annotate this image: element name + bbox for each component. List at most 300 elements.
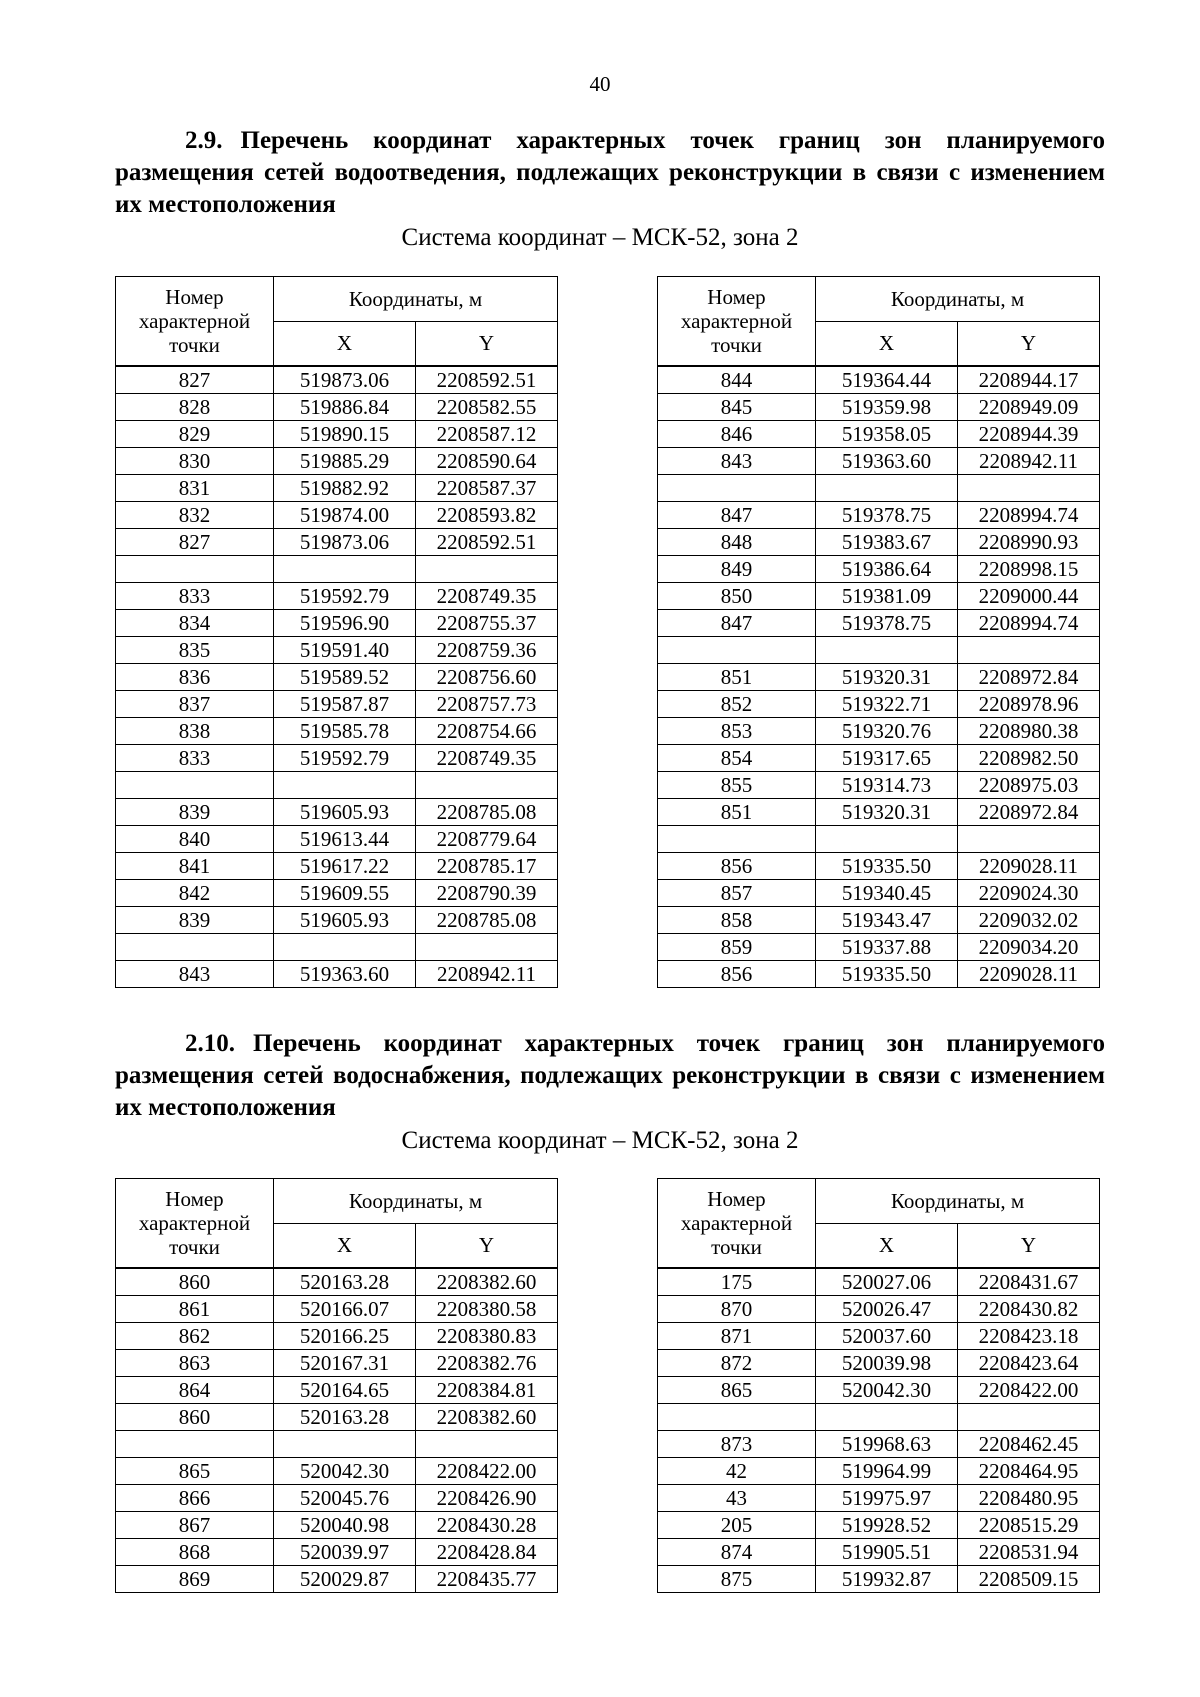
coordinate-system: Система координат – МСК-52, зона 2 [401, 1127, 799, 1154]
table-row [658, 663, 1100, 690]
x-coordinate-cell: 520029.87 [274, 1565, 416, 1592]
table-row [658, 960, 1100, 987]
table-row [658, 528, 1100, 555]
point-number-cell: 833 [116, 582, 274, 609]
y-coordinate-cell: 2208980.38 [958, 717, 1100, 744]
table-row [658, 1511, 1100, 1538]
point-number-cell: 839 [116, 798, 274, 825]
table-row [116, 1376, 558, 1403]
y-coordinate-cell: 2208422.00 [958, 1376, 1100, 1403]
point-number-cell: 874 [658, 1538, 816, 1565]
x-coordinate-cell: 520163.28 [274, 1403, 416, 1430]
point-number-cell: 851 [658, 798, 816, 825]
y-coordinate-cell: 2208593.82 [416, 501, 558, 528]
x-coordinate-cell: 519378.75 [816, 501, 958, 528]
x-coordinate-cell: 519596.90 [274, 609, 416, 636]
x-coordinate-cell [274, 771, 416, 798]
y-coordinate-cell: 2208592.51 [416, 528, 558, 555]
table-row [116, 933, 558, 960]
section-number: 2.9. [185, 127, 223, 154]
y-coordinate-cell: 2208464.95 [958, 1457, 1100, 1484]
point-number-cell: 852 [658, 690, 816, 717]
table-row [116, 1457, 558, 1484]
point-number-cell: 866 [116, 1484, 274, 1511]
x-coordinate-cell: 519320.31 [816, 798, 958, 825]
coordinates-header: Координаты, м [274, 1179, 558, 1224]
table-row [116, 420, 558, 447]
x-coordinate-cell: 520026.47 [816, 1295, 958, 1322]
x-coordinate-cell: 519381.09 [816, 582, 958, 609]
x-coordinate-cell: 519605.93 [274, 798, 416, 825]
table-row [658, 879, 1100, 906]
point-number-cell: 835 [116, 636, 274, 663]
point-number-cell: 846 [658, 420, 816, 447]
table-row [658, 1457, 1100, 1484]
point-number-cell: 865 [116, 1457, 274, 1484]
point-number-cell: 859 [658, 933, 816, 960]
y-coordinate-cell [958, 825, 1100, 852]
table-row [116, 1349, 558, 1376]
x-coordinate-cell: 519314.73 [816, 771, 958, 798]
point-number-header: Номер характерной точки [658, 277, 816, 366]
point-number-cell: 847 [658, 609, 816, 636]
y-coordinate-cell: 2208754.66 [416, 717, 558, 744]
coordinates-header: Координаты, м [274, 277, 558, 322]
point-number-cell: 42 [658, 1457, 816, 1484]
point-number-cell: 840 [116, 825, 274, 852]
x-coordinate-cell: 519964.99 [816, 1457, 958, 1484]
point-number-cell: 833 [116, 744, 274, 771]
point-number-cell: 854 [658, 744, 816, 771]
y-coordinate-cell: 2208756.60 [416, 663, 558, 690]
x-coordinate-cell: 519873.06 [274, 366, 416, 394]
x-coordinate-cell [816, 1403, 958, 1430]
x-coordinate-cell: 519335.50 [816, 960, 958, 987]
y-coordinate-cell: 2208587.12 [416, 420, 558, 447]
table-row [658, 744, 1100, 771]
point-number-cell: 873 [658, 1430, 816, 1457]
x-coordinate-cell: 519591.40 [274, 636, 416, 663]
point-number-cell: 843 [658, 447, 816, 474]
point-number-cell: 851 [658, 663, 816, 690]
table-row [116, 609, 558, 636]
x-coordinate-cell: 519320.76 [816, 717, 958, 744]
y-coordinate-cell: 2208480.95 [958, 1484, 1100, 1511]
table-row [658, 420, 1100, 447]
table-row [658, 690, 1100, 717]
table-row [658, 1430, 1100, 1457]
x-coordinate-cell: 520027.06 [816, 1268, 958, 1296]
table-row [116, 798, 558, 825]
y-coordinate-cell: 2208380.83 [416, 1322, 558, 1349]
point-number-cell: 867 [116, 1511, 274, 1538]
table-row [658, 609, 1100, 636]
y-coordinate-cell: 2208759.36 [416, 636, 558, 663]
y-coordinate-cell: 2208423.64 [958, 1349, 1100, 1376]
table-row [658, 771, 1100, 798]
table-row [658, 474, 1100, 501]
table-row [658, 717, 1100, 744]
point-number-cell: 839 [116, 906, 274, 933]
point-number-cell: 842 [116, 879, 274, 906]
x-coordinate-cell: 519358.05 [816, 420, 958, 447]
point-number-cell: 850 [658, 582, 816, 609]
x-coordinate-cell [274, 555, 416, 582]
table-row [116, 1322, 558, 1349]
table-row [658, 1295, 1100, 1322]
y-coordinate-cell: 2208944.17 [958, 366, 1100, 394]
section-title-text: Перечень координат характерных точек границ зон планируемого размещения сетей водоотведения, подлежащих реконструкции в связи с изменением их местоположения [115, 127, 1105, 218]
x-coordinate-cell: 519340.45 [816, 879, 958, 906]
table-row [116, 1565, 558, 1592]
table-row [116, 717, 558, 744]
x-coordinate-cell: 519605.93 [274, 906, 416, 933]
y-coordinate-cell: 2208435.77 [416, 1565, 558, 1592]
point-number-cell: 849 [658, 555, 816, 582]
y-header: Y [958, 322, 1100, 366]
point-number-cell: 832 [116, 501, 274, 528]
table-row [658, 1376, 1100, 1403]
x-coordinate-cell: 519592.79 [274, 744, 416, 771]
y-coordinate-cell: 2208430.82 [958, 1295, 1100, 1322]
point-number-cell: 868 [116, 1538, 274, 1565]
x-coordinate-cell: 519335.50 [816, 852, 958, 879]
y-coordinate-cell: 2208582.55 [416, 393, 558, 420]
y-coordinate-cell: 2208590.64 [416, 447, 558, 474]
x-coordinate-cell: 519363.60 [274, 960, 416, 987]
y-coordinate-cell: 2208785.17 [416, 852, 558, 879]
x-coordinate-cell: 520163.28 [274, 1268, 416, 1296]
x-header: X [816, 322, 958, 366]
table-row [658, 1538, 1100, 1565]
y-coordinate-cell: 2208430.28 [416, 1511, 558, 1538]
x-coordinate-cell: 520040.98 [274, 1511, 416, 1538]
x-coordinate-cell: 519364.44 [816, 366, 958, 394]
y-header: Y [416, 1224, 558, 1268]
table-row [116, 474, 558, 501]
table-row [116, 960, 558, 987]
point-number-cell [658, 825, 816, 852]
x-header: X [816, 1224, 958, 1268]
table-row [116, 744, 558, 771]
point-number-header: Номер характерной точки [116, 1179, 274, 1268]
y-coordinate-cell: 2208978.96 [958, 690, 1100, 717]
x-coordinate-cell: 519874.00 [274, 501, 416, 528]
table-row [658, 1484, 1100, 1511]
point-number-cell: 853 [658, 717, 816, 744]
y-coordinate-cell: 2208757.73 [416, 690, 558, 717]
y-coordinate-cell: 2208426.90 [416, 1484, 558, 1511]
section-number: 2.10. [185, 1030, 235, 1057]
point-number-cell: 872 [658, 1349, 816, 1376]
y-coordinate-cell [416, 1430, 558, 1457]
y-coordinate-cell: 2209000.44 [958, 582, 1100, 609]
x-coordinate-cell [816, 636, 958, 663]
y-coordinate-cell [416, 771, 558, 798]
x-coordinate-cell: 519359.98 [816, 393, 958, 420]
page-number: 40 [589, 72, 611, 96]
table-row [116, 1484, 558, 1511]
point-number-cell: 864 [116, 1376, 274, 1403]
table-row [116, 1430, 558, 1457]
point-number-cell: 844 [658, 366, 816, 394]
x-coordinate-cell: 519968.63 [816, 1430, 958, 1457]
point-number-cell: 863 [116, 1349, 274, 1376]
section-title-text: Перечень координат характерных точек границ зон планируемого размещения сетей водоснабжения, подлежащих реконструкции в связи с изменением их местоположения [115, 1030, 1105, 1121]
point-number-cell: 856 [658, 852, 816, 879]
x-coordinate-cell: 520045.76 [274, 1484, 416, 1511]
x-coordinate-cell: 520164.65 [274, 1376, 416, 1403]
coordinates-header: Координаты, м [816, 277, 1100, 322]
point-number-cell: 857 [658, 879, 816, 906]
table-row [658, 582, 1100, 609]
y-coordinate-cell: 2209028.11 [958, 852, 1100, 879]
y-coordinate-cell: 2208531.94 [958, 1538, 1100, 1565]
table-row [116, 1295, 558, 1322]
y-coordinate-cell: 2208785.08 [416, 798, 558, 825]
table-row [658, 1349, 1100, 1376]
x-coordinate-cell: 520042.30 [816, 1376, 958, 1403]
table-row [658, 1268, 1100, 1296]
x-header: X [274, 1224, 416, 1268]
table-row [116, 771, 558, 798]
point-number-header: Номер характерной точки [658, 1179, 816, 1268]
y-coordinate-cell: 2208790.39 [416, 879, 558, 906]
y-coordinate-cell: 2208942.11 [416, 960, 558, 987]
table-row [658, 366, 1100, 394]
x-coordinate-cell: 519617.22 [274, 852, 416, 879]
point-number-cell: 848 [658, 528, 816, 555]
y-coordinate-cell: 2208972.84 [958, 798, 1100, 825]
x-coordinate-cell: 520039.97 [274, 1538, 416, 1565]
point-number-cell: 856 [658, 960, 816, 987]
y-coordinate-cell: 2208749.35 [416, 744, 558, 771]
point-number-cell: 205 [658, 1511, 816, 1538]
point-number-cell [116, 933, 274, 960]
x-coordinate-cell: 519885.29 [274, 447, 416, 474]
x-coordinate-cell: 519322.71 [816, 690, 958, 717]
table-row [658, 447, 1100, 474]
point-number-cell: 831 [116, 474, 274, 501]
table-row [116, 906, 558, 933]
point-number-cell: 828 [116, 393, 274, 420]
y-coordinate-cell: 2208509.15 [958, 1565, 1100, 1592]
point-number-cell: 838 [116, 717, 274, 744]
table-row [116, 528, 558, 555]
y-coordinate-cell: 2209028.11 [958, 960, 1100, 987]
coordinate-system: Система координат – МСК-52, зона 2 [401, 224, 799, 251]
x-coordinate-cell: 519317.65 [816, 744, 958, 771]
y-coordinate-cell: 2208972.84 [958, 663, 1100, 690]
y-coordinate-cell [416, 933, 558, 960]
point-number-cell [116, 555, 274, 582]
y-coordinate-cell: 2208998.15 [958, 555, 1100, 582]
table-row [658, 798, 1100, 825]
point-number-cell: 855 [658, 771, 816, 798]
table-row [116, 825, 558, 852]
x-coordinate-cell: 519589.52 [274, 663, 416, 690]
table-row [658, 1322, 1100, 1349]
y-coordinate-cell: 2208785.08 [416, 906, 558, 933]
y-coordinate-cell [416, 555, 558, 582]
table-row [658, 933, 1100, 960]
table-row [116, 879, 558, 906]
point-number-cell: 841 [116, 852, 274, 879]
x-coordinate-cell: 519587.87 [274, 690, 416, 717]
point-number-cell: 175 [658, 1268, 816, 1296]
table-row [658, 636, 1100, 663]
table-row [658, 825, 1100, 852]
table-row [658, 906, 1100, 933]
y-coordinate-cell: 2208422.00 [416, 1457, 558, 1484]
table-row [116, 366, 558, 394]
x-coordinate-cell: 519932.87 [816, 1565, 958, 1592]
point-number-cell [116, 1430, 274, 1457]
coordinates-table [657, 1178, 1100, 1593]
point-number-cell: 861 [116, 1295, 274, 1322]
y-coordinate-cell: 2208755.37 [416, 609, 558, 636]
point-number-cell: 860 [116, 1268, 274, 1296]
x-coordinate-cell: 520037.60 [816, 1322, 958, 1349]
x-coordinate-cell: 519928.52 [816, 1511, 958, 1538]
y-coordinate-cell: 2208380.58 [416, 1295, 558, 1322]
table-row [658, 555, 1100, 582]
x-coordinate-cell: 519592.79 [274, 582, 416, 609]
table-row [116, 447, 558, 474]
y-coordinate-cell: 2208462.45 [958, 1430, 1100, 1457]
y-coordinate-cell [958, 636, 1100, 663]
y-coordinate-cell [958, 474, 1100, 501]
point-number-cell: 865 [658, 1376, 816, 1403]
point-number-cell: 870 [658, 1295, 816, 1322]
y-coordinate-cell: 2208975.03 [958, 771, 1100, 798]
section-title [115, 1028, 1105, 1124]
table-row [116, 636, 558, 663]
section-title [115, 125, 1105, 221]
x-coordinate-cell: 520166.25 [274, 1322, 416, 1349]
point-number-cell: 43 [658, 1484, 816, 1511]
x-coordinate-cell: 519383.67 [816, 528, 958, 555]
y-coordinate-cell: 2209032.02 [958, 906, 1100, 933]
x-coordinate-cell: 519882.92 [274, 474, 416, 501]
y-coordinate-cell: 2208587.37 [416, 474, 558, 501]
x-coordinate-cell: 519873.06 [274, 528, 416, 555]
x-coordinate-cell: 519609.55 [274, 879, 416, 906]
table-row [658, 852, 1100, 879]
point-number-cell [116, 771, 274, 798]
point-number-cell: 869 [116, 1565, 274, 1592]
table-row [116, 501, 558, 528]
y-coordinate-cell: 2208382.76 [416, 1349, 558, 1376]
x-coordinate-cell: 519613.44 [274, 825, 416, 852]
x-coordinate-cell [274, 933, 416, 960]
table-row [116, 1268, 558, 1296]
point-number-cell: 843 [116, 960, 274, 987]
y-coordinate-cell: 2208423.18 [958, 1322, 1100, 1349]
y-coordinate-cell: 2208994.74 [958, 501, 1100, 528]
point-number-cell: 837 [116, 690, 274, 717]
x-coordinate-cell: 519890.15 [274, 420, 416, 447]
y-coordinate-cell: 2208384.81 [416, 1376, 558, 1403]
table-row [116, 393, 558, 420]
table-row [658, 1403, 1100, 1430]
table-row [658, 501, 1100, 528]
point-number-cell [658, 1403, 816, 1430]
y-coordinate-cell: 2208428.84 [416, 1538, 558, 1565]
x-coordinate-cell [274, 1430, 416, 1457]
table-row [658, 393, 1100, 420]
x-coordinate-cell: 519386.64 [816, 555, 958, 582]
x-coordinate-cell: 519585.78 [274, 717, 416, 744]
y-coordinate-cell: 2208982.50 [958, 744, 1100, 771]
table-row [116, 1403, 558, 1430]
y-header: Y [416, 322, 558, 366]
y-coordinate-cell: 2208944.39 [958, 420, 1100, 447]
y-coordinate-cell: 2208942.11 [958, 447, 1100, 474]
table-row [116, 582, 558, 609]
x-coordinate-cell: 519886.84 [274, 393, 416, 420]
y-coordinate-cell: 2208592.51 [416, 366, 558, 394]
x-header: X [274, 322, 416, 366]
x-coordinate-cell: 519320.31 [816, 663, 958, 690]
point-number-cell: 834 [116, 609, 274, 636]
y-coordinate-cell: 2208990.93 [958, 528, 1100, 555]
y-header: Y [958, 1224, 1100, 1268]
y-coordinate-cell: 2208779.64 [416, 825, 558, 852]
x-coordinate-cell: 519975.97 [816, 1484, 958, 1511]
x-coordinate-cell: 519363.60 [816, 447, 958, 474]
x-coordinate-cell [816, 825, 958, 852]
y-coordinate-cell: 2209034.20 [958, 933, 1100, 960]
point-number-cell: 858 [658, 906, 816, 933]
y-coordinate-cell: 2208431.67 [958, 1268, 1100, 1296]
point-number-cell: 875 [658, 1565, 816, 1592]
point-number-cell: 836 [116, 663, 274, 690]
coordinates-table [115, 1178, 558, 1593]
point-number-cell: 871 [658, 1322, 816, 1349]
point-number-cell: 827 [116, 366, 274, 394]
x-coordinate-cell: 519378.75 [816, 609, 958, 636]
point-number-cell: 860 [116, 1403, 274, 1430]
table-row [116, 690, 558, 717]
point-number-cell: 830 [116, 447, 274, 474]
x-coordinate-cell: 520039.98 [816, 1349, 958, 1376]
point-number-header: Номер характерной точки [116, 277, 274, 366]
x-coordinate-cell: 519343.47 [816, 906, 958, 933]
x-coordinate-cell [816, 474, 958, 501]
table-row [116, 852, 558, 879]
point-number-cell: 847 [658, 501, 816, 528]
table-row [116, 1511, 558, 1538]
y-coordinate-cell: 2208382.60 [416, 1268, 558, 1296]
x-coordinate-cell: 519905.51 [816, 1538, 958, 1565]
point-number-cell [658, 474, 816, 501]
coordinates-header: Координаты, м [816, 1179, 1100, 1224]
table-row [116, 1538, 558, 1565]
y-coordinate-cell: 2209024.30 [958, 879, 1100, 906]
y-coordinate-cell: 2208515.29 [958, 1511, 1100, 1538]
point-number-cell: 827 [116, 528, 274, 555]
y-coordinate-cell: 2208749.35 [416, 582, 558, 609]
y-coordinate-cell: 2208382.60 [416, 1403, 558, 1430]
point-number-cell: 829 [116, 420, 274, 447]
x-coordinate-cell: 520042.30 [274, 1457, 416, 1484]
table-row [658, 1565, 1100, 1592]
point-number-cell: 862 [116, 1322, 274, 1349]
coordinates-table [657, 276, 1100, 988]
y-coordinate-cell [958, 1403, 1100, 1430]
x-coordinate-cell: 520166.07 [274, 1295, 416, 1322]
